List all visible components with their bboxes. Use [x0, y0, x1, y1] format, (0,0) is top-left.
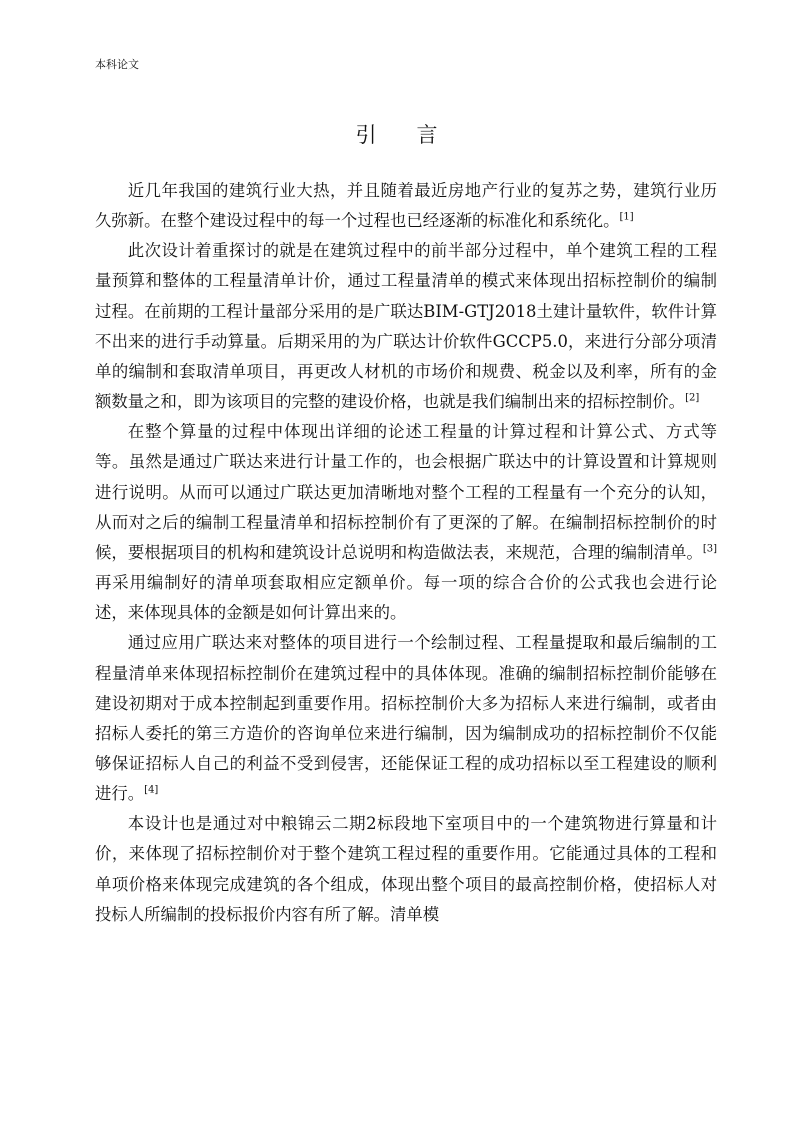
paragraph-text: 通过应用广联达来对整体的项目进行一个绘制过程、工程量提取和最后编制的工程量清单来体现招标控制价在建筑过程中的具体体现。准确的编制招标控制价能够在建设初期对于成本控制起到重要作用。招标控制价大多为招标人来进行编制，或者由招标人委托的第三方造价的咨询单位来进行编制，因为编制成功的招标控制价不仅能够保证招标人自己的利益不受到侵害，还能保证工程的成功招标以至工程建设的顺利进行。: [95, 633, 717, 804]
citation-ref: [1]: [619, 211, 634, 223]
paragraph-text: 此次设计着重探讨的就是在建筑过程中的前半部分过程中，单个建筑工程的工程量预算和整体的工程量清单计价，通过工程量清单的模式来体现出招标控制价的编制过程。在前期的工程计量部分采用的是广联达BIM-GTJ2018土建计量软件，软件计算不出来的进行手动算量。后期采用的为广联达计价软件GCCP5.0，来进行分部分项清单的编制和套取清单项目，再更改人材机的市场价和规费、税金以及利率，所有的金额数量之和，即为该项目的完整的建设价格，也就是我们编制出来的招标控制价。: [95, 241, 717, 412]
citation-ref: [4]: [144, 784, 159, 796]
title-char-2: 言: [416, 123, 438, 147]
paragraph-text: 在整个算量的过程中体现出详细的论述工程量的计算过程和计算公式、方式等等。虽然是通过广联达来进行计量工作的，也会根据广联达中的计算设置和计算规则进行说明。从而可以通过广联达更加清晰地对整个工程的工程量有一个充分的认知，从而对之后的编制工程量清单和招标控制价有了更深的了解。在编制招标控制价的时候，要根据项目的机构和建筑设计总说明和构造做法表，来规范，合理的编制清单。: [95, 422, 717, 562]
citation-ref: [2]: [685, 392, 700, 404]
paragraph-text: 本设计也是通过对中粮锦云二期2标段地下室项目中的一个建筑物进行算量和计价，来体现了招标控制价对于整个建筑工程过程的重要作用。它能通过具体的工程和单项价格来体现完成建筑的各个组成，体现出整个项目的最高控制价格，使招标人对投标人所编制的投标报价内容有所了解。清单模: [95, 814, 717, 924]
title-char-1: 引: [355, 123, 377, 147]
section-title: [0, 122, 793, 148]
paragraph-2: [95, 236, 717, 417]
paragraph-text-tail: 再采用编制好的清单项套取相应定额单价。每一项的综合合价的公式我也会进行论述，来体现具体的金额是如何计算出来的。: [95, 573, 717, 623]
running-header: 本科论文: [95, 58, 139, 71]
paragraph-4: [95, 628, 717, 809]
body-text: [95, 176, 717, 930]
paragraph-3: [95, 417, 717, 628]
paragraph-5: [95, 809, 717, 930]
paragraph-1: [95, 176, 717, 236]
citation-ref: [3]: [702, 543, 717, 555]
paragraph-text: 近几年我国的建筑行业大热，并且随着最近房地产行业的复苏之势，建筑行业历久弥新。在整个建设过程中的每一个过程也已经逐渐的标准化和系统化。: [95, 181, 717, 231]
